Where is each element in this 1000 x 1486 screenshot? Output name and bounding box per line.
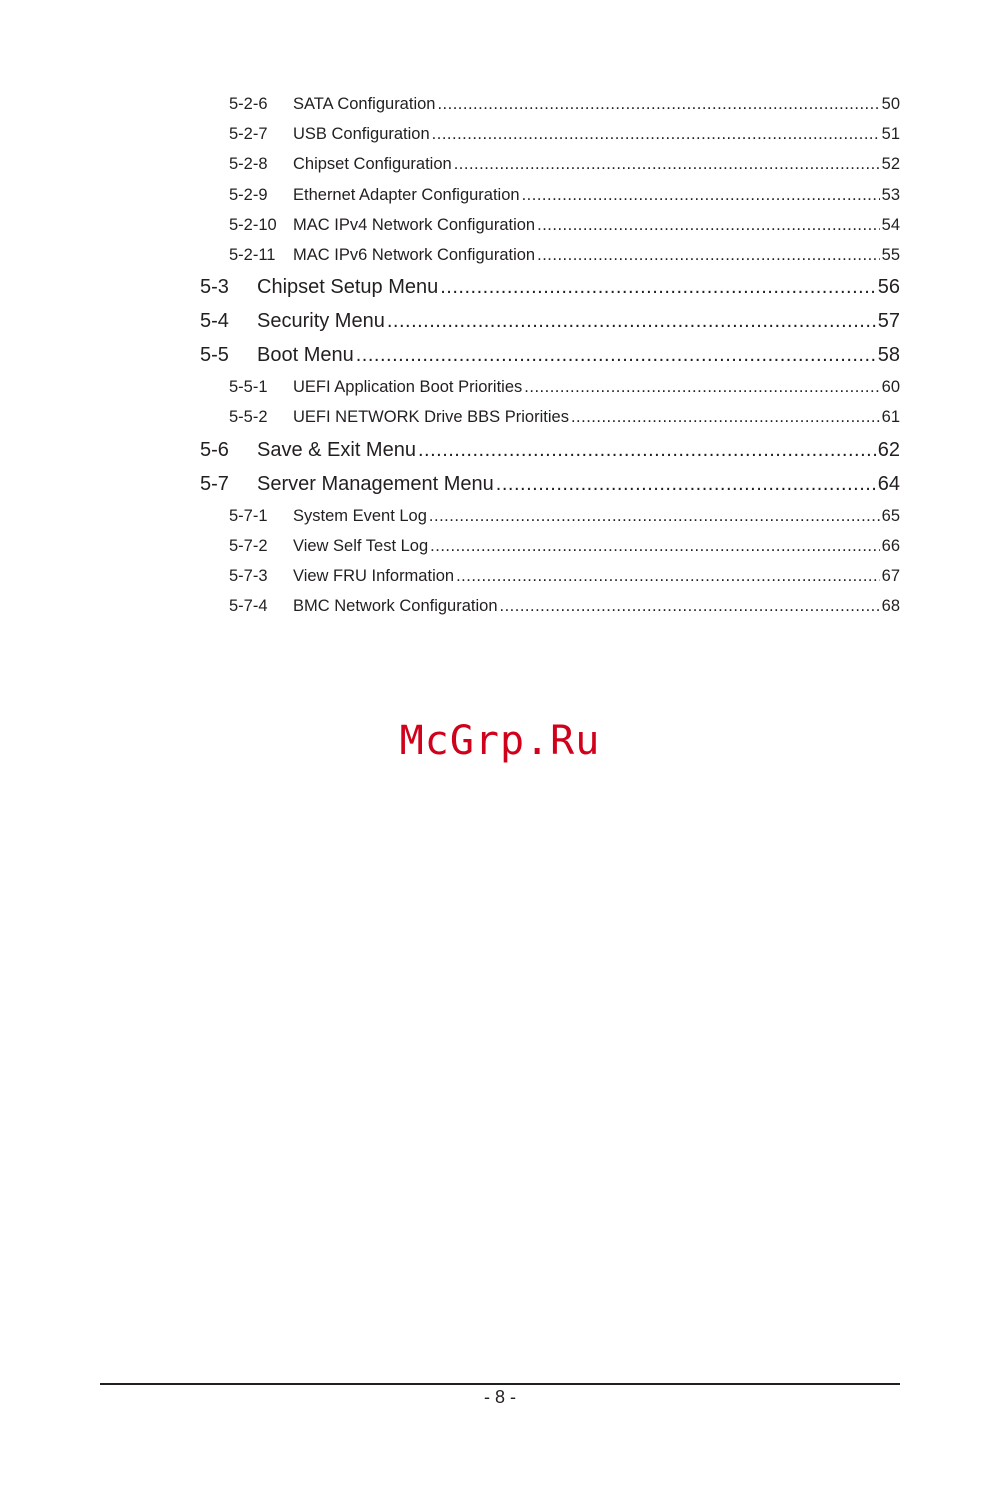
toc-entry-page: 58: [877, 344, 900, 367]
toc-leader-dots: [430, 537, 879, 556]
toc-leader-dots: [500, 597, 880, 616]
toc-entry-title: MAC IPv4 Network Configuration: [293, 215, 536, 234]
toc-entry-title: Boot Menu: [257, 344, 354, 367]
toc-entry-page: 54: [881, 215, 900, 234]
toc-leader-dots: [454, 155, 880, 174]
toc-entry[interactable]: [200, 344, 900, 378]
toc-entry-page: 66: [881, 536, 900, 555]
toc-entry-title: System Event Log: [293, 506, 427, 525]
toc-leader-dots: [537, 216, 880, 235]
toc-leader-dots: [418, 439, 876, 462]
toc-entry[interactable]: [200, 246, 900, 276]
toc-entry-number: 5-7-1: [229, 506, 268, 525]
toc-entry[interactable]: [200, 439, 900, 473]
table-of-contents: [200, 95, 900, 627]
toc-entry-number: 5-7-3: [229, 566, 268, 585]
toc-leader-dots: [387, 310, 876, 333]
toc-entry-page: 62: [877, 438, 900, 461]
toc-entry-page: 65: [881, 506, 900, 525]
toc-entry-page: 55: [881, 245, 900, 264]
toc-entry-title: SATA Configuration: [293, 95, 436, 113]
footer-divider: [100, 1383, 900, 1385]
toc-leader-dots: [456, 567, 880, 586]
toc-entry-number: 5-7-4: [229, 597, 268, 616]
toc-entry-number: 5-2-9: [229, 185, 268, 204]
page-number: - 8 -: [483, 1387, 516, 1407]
toc-entry-page: 53: [881, 185, 900, 204]
toc-entry-title: UEFI NETWORK Drive BBS Priorities: [293, 408, 569, 427]
toc-entry-number: 5-7: [200, 472, 229, 495]
toc-entry-number: 5-5: [200, 344, 229, 367]
toc-entry[interactable]: [200, 408, 900, 438]
toc-leader-dots: [432, 125, 880, 144]
toc-entry-number: 5-3: [200, 276, 229, 299]
toc-entry[interactable]: [200, 125, 900, 155]
toc-entry-title: USB Configuration: [293, 125, 430, 144]
toc-entry-page: 51: [881, 125, 900, 144]
toc-entry-number: 5-7-2: [229, 536, 268, 555]
toc-leader-dots: [440, 276, 876, 299]
toc-entry-title: Ethernet Adapter Configuration: [293, 185, 520, 204]
toc-leader-dots: [356, 344, 876, 367]
toc-leader-dots: [522, 186, 880, 205]
toc-entry[interactable]: [200, 310, 900, 344]
toc-entry[interactable]: [200, 276, 900, 310]
toc-entry-number: 5-2-11: [229, 245, 276, 264]
toc-entry-title: Server Management Menu: [257, 472, 494, 495]
toc-entry-title: UEFI Application Boot Priorities: [293, 378, 523, 397]
toc-entry-title: View Self Test Log: [293, 536, 429, 555]
toc-entry-title: MAC IPv6 Network Configuration: [293, 245, 536, 264]
toc-entry-title: Chipset Configuration: [293, 155, 452, 174]
toc-entry-page: 61: [881, 408, 900, 427]
toc-entry[interactable]: [200, 597, 900, 627]
toc-entry-number: 5-2-6: [229, 95, 268, 113]
toc-leader-dots: [429, 507, 880, 526]
toc-entry[interactable]: [200, 507, 900, 537]
toc-entry-title: Security Menu: [257, 310, 385, 333]
toc-entry-number: 5-6: [200, 438, 229, 461]
toc-entry[interactable]: [200, 537, 900, 567]
toc-entry[interactable]: [200, 216, 900, 246]
toc-leader-dots: [537, 246, 880, 265]
toc-entry-page: 57: [877, 310, 900, 333]
toc-entry[interactable]: [200, 473, 900, 507]
toc-entry-number: 5-5-2: [229, 408, 268, 427]
toc-entry[interactable]: [200, 567, 900, 597]
toc-entry-title: View FRU Information: [293, 566, 455, 585]
toc-entry-title: Save & Exit Menu: [257, 438, 416, 461]
toc-entry-page: 56: [877, 276, 900, 299]
toc-entry[interactable]: [200, 95, 900, 125]
toc-entry-page: 68: [881, 597, 900, 616]
toc-entry[interactable]: [200, 378, 900, 408]
toc-leader-dots: [571, 408, 880, 427]
toc-entry[interactable]: [200, 186, 900, 216]
toc-leader-dots: [496, 473, 876, 496]
toc-entry-number: 5-2-7: [229, 125, 268, 144]
toc-entry-page: 60: [881, 378, 900, 397]
toc-entry-title: Chipset Setup Menu: [257, 276, 439, 299]
toc-entry-number: 5-5-1: [229, 378, 268, 397]
toc-entry[interactable]: [200, 155, 900, 185]
toc-entry-page: 52: [881, 155, 900, 174]
toc-entry-page: 50: [881, 95, 900, 113]
toc-entry-number: 5-2-8: [229, 155, 268, 174]
toc-entry-number: 5-4: [200, 310, 229, 333]
toc-entry-page: 64: [877, 472, 900, 495]
toc-leader-dots: [437, 95, 879, 114]
toc-leader-dots: [524, 378, 879, 397]
toc-entry-page: 67: [881, 566, 900, 585]
toc-entry-title: BMC Network Configuration: [293, 597, 498, 616]
toc-entry-number: 5-2-10: [229, 215, 277, 234]
watermark-logo: McGrp.Ru: [399, 718, 601, 764]
